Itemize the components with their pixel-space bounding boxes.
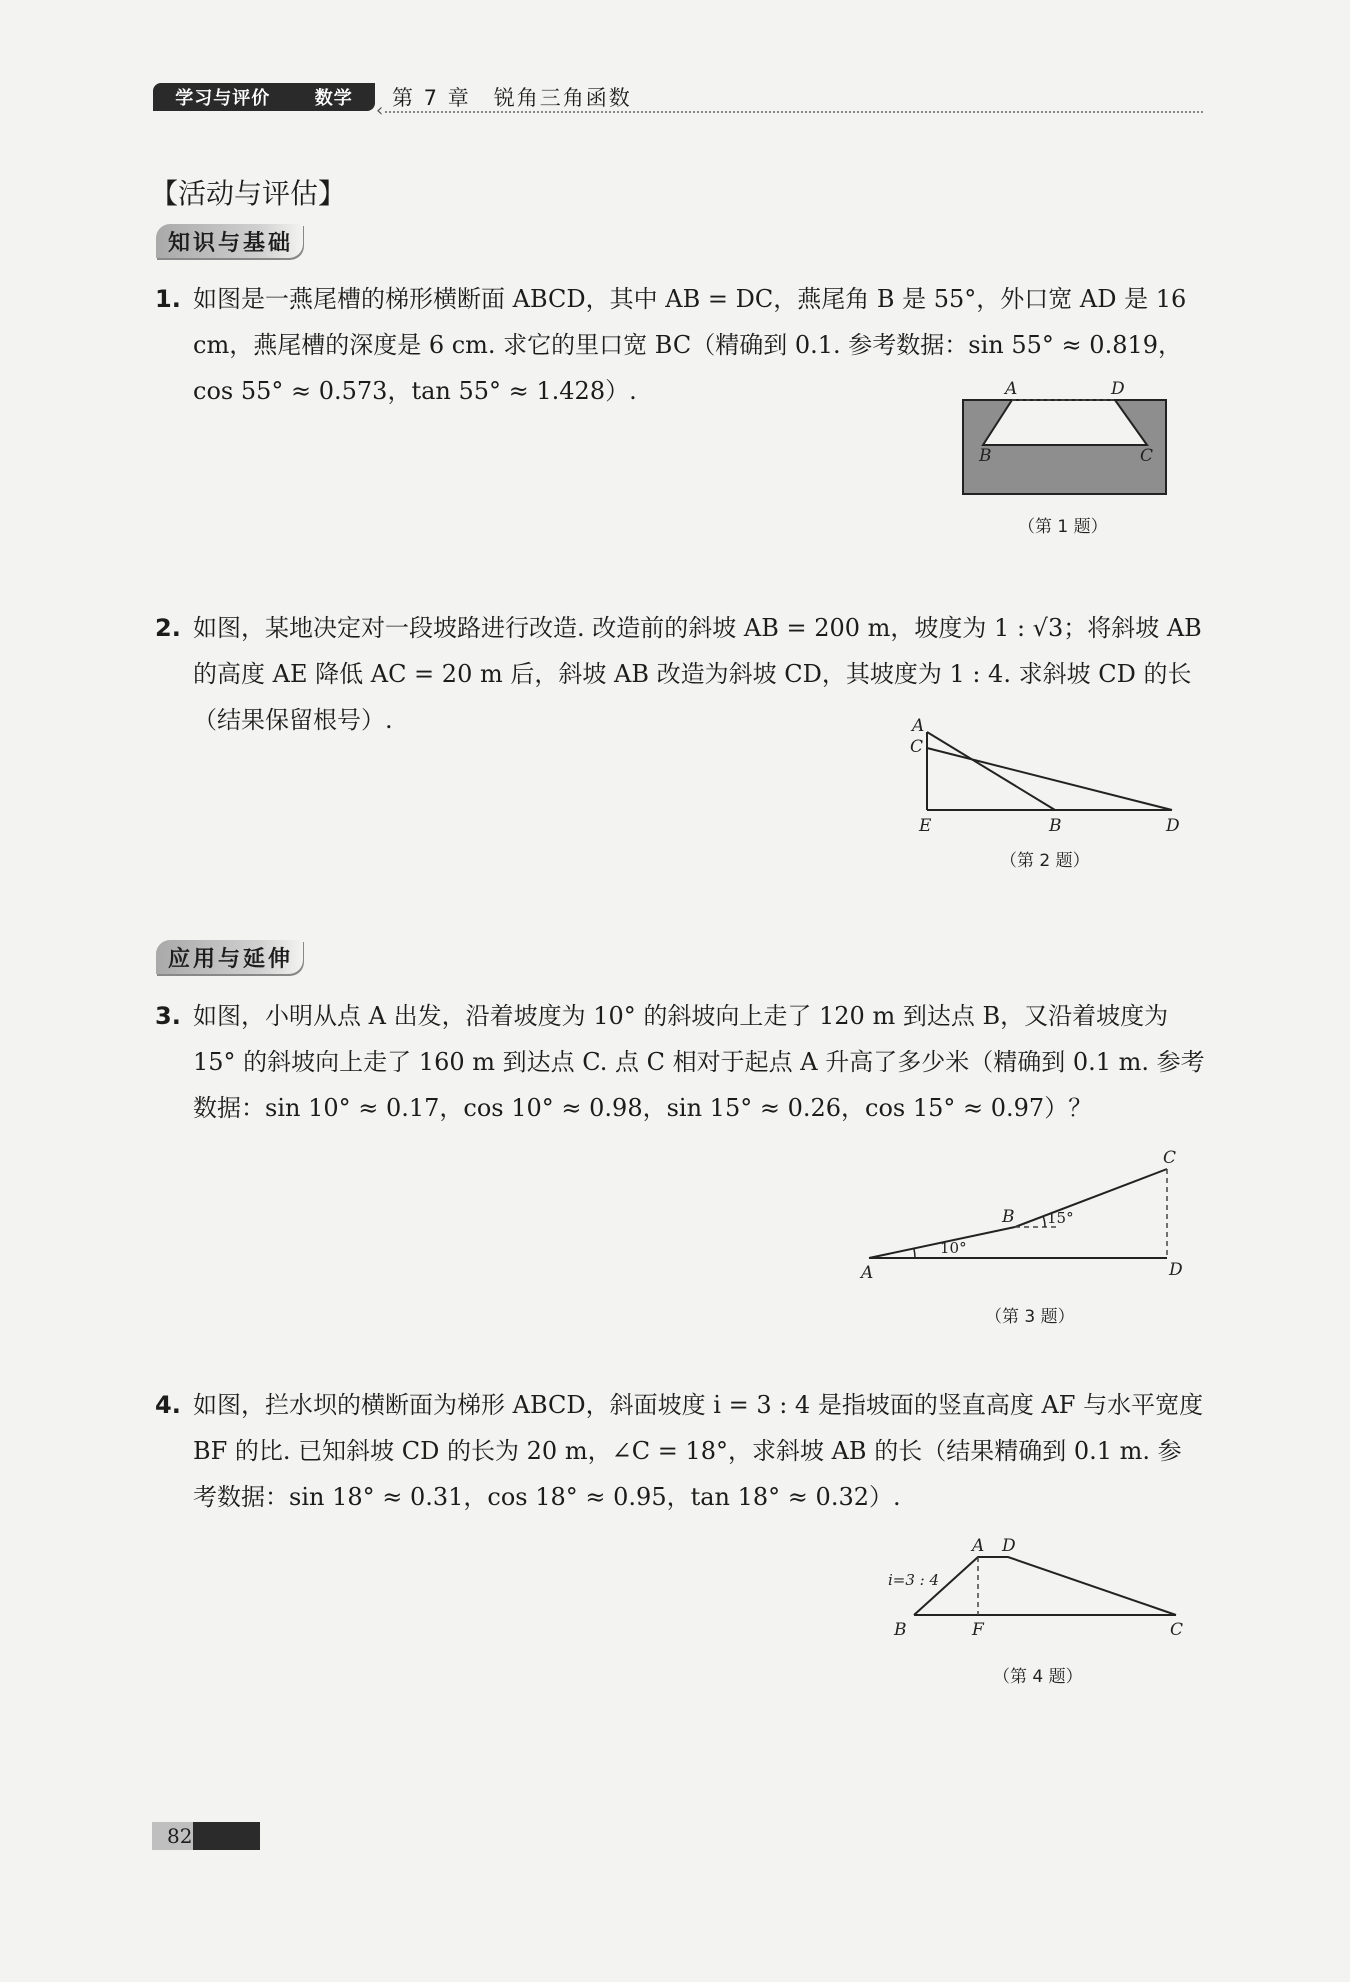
header-tag xyxy=(153,83,375,111)
header-arrow-icon: ‹ xyxy=(376,100,384,121)
header-tag-book: 学习与评价 xyxy=(175,88,271,109)
caption-2: （第 2 题） xyxy=(1000,851,1090,871)
problem-number: 3. xyxy=(155,1002,181,1030)
label-c: C xyxy=(1170,1620,1184,1640)
figure-3-angle-b xyxy=(1043,1216,1045,1227)
figure-3-bc xyxy=(1015,1169,1167,1227)
subhead-application: 应用与延伸 xyxy=(156,940,303,974)
label-b: B xyxy=(1002,1207,1015,1227)
label-e: E xyxy=(919,816,932,836)
caption-4: （第 4 题） xyxy=(993,1667,1083,1687)
problem-text: 如图是一燕尾槽的梯形横断面 ABCD，其中 AB = DC，燕尾角 B 是 55°，外口宽 AD 是 16 cm，燕尾槽的深度是 6 cm. 求它的里口宽 BC（精确到 0.1. 参考数据：sin 55° ≈ 0.819，cos 55° ≈ 0.573，tan 55° ≈ 1.428）. xyxy=(193,285,1187,405)
header-divider xyxy=(385,111,1203,113)
problem-text: 如图，某地决定对一段坡路进行改造. 改造前的斜坡 AB = 200 m，坡度为 1 : √3；将斜坡 AB 的高度 AE 降低 AC = 20 m 后，斜坡 AB 改造为斜坡 CD，其坡度为 1 : 4. 求斜坡 CD 的长（结果保留根号）. xyxy=(193,614,1202,734)
problem-3 xyxy=(155,993,1205,1131)
label-c: C xyxy=(1163,1148,1177,1168)
page-number: 82 xyxy=(167,1824,193,1848)
label-a: A xyxy=(861,1263,874,1283)
label-a: A xyxy=(912,718,925,736)
figure-2 xyxy=(905,718,1195,838)
problem-number: 2. xyxy=(155,614,181,642)
header-tag-subject: 数学 xyxy=(314,88,353,109)
figure-3 xyxy=(855,1145,1195,1285)
figure-2-cd xyxy=(927,748,1172,810)
figure-3-angle-a xyxy=(914,1249,915,1258)
label-slope: i=3 : 4 xyxy=(888,1571,940,1589)
label-c: C xyxy=(910,737,924,757)
label-b: B xyxy=(979,446,992,466)
figure-4 xyxy=(880,1535,1200,1645)
label-angle-15: 15° xyxy=(1047,1209,1074,1227)
caption-3: （第 3 题） xyxy=(985,1307,1075,1327)
problem-number: 1. xyxy=(155,285,181,313)
figure-2-ab xyxy=(927,732,1055,810)
label-d: D xyxy=(1166,816,1180,836)
label-angle-10: 10° xyxy=(940,1239,967,1257)
label-b: B xyxy=(894,1620,907,1640)
problem-number: 4. xyxy=(155,1391,181,1419)
section-title: 【活动与评估】 xyxy=(150,177,347,210)
label-d: D xyxy=(1111,380,1125,399)
label-a: A xyxy=(972,1536,985,1556)
label-f: F xyxy=(972,1620,984,1640)
chapter-title: 第 7 章 锐角三角函数 xyxy=(392,86,632,110)
caption-1: （第 1 题） xyxy=(1018,517,1108,537)
problem-text: 如图，拦水坝的横断面为梯形 ABCD，斜面坡度 i = 3 : 4 是指坡面的竖直高度 AF 与水平宽度 BF 的比. 已知斜坡 CD 的长为 20 m，∠C = 18°，求斜坡 AB 的长（结果精确到 0.1 m. 参考数据：sin 18° ≈ 0.31，cos 18° ≈ 0.95，tan 18° ≈ 0.32）. xyxy=(193,1391,1204,1511)
label-b: B xyxy=(1049,816,1062,836)
problem-4 xyxy=(155,1382,1205,1520)
label-a: A xyxy=(1005,380,1018,399)
problem-text: 如图，小明从点 A 出发，沿着坡度为 10° 的斜坡向上走了 120 m 到达点 B，又沿着坡度为 15° 的斜坡向上走了 160 m 到达点 C. 点 C 相对于起点 A 升高了多少米（精确到 0.1 m. 参考数据：sin 10° ≈ 0.17，cos 10° ≈ 0.98，sin 15° ≈ 0.26，cos 15° ≈ 0.97）？ xyxy=(193,1002,1205,1122)
label-c: C xyxy=(1140,446,1154,466)
figure-4-dam xyxy=(914,1557,1176,1615)
label-d: D xyxy=(1002,1536,1016,1556)
figure-1 xyxy=(955,380,1175,500)
subhead-basics: 知识与基础 xyxy=(156,224,303,258)
label-d: D xyxy=(1169,1260,1183,1280)
